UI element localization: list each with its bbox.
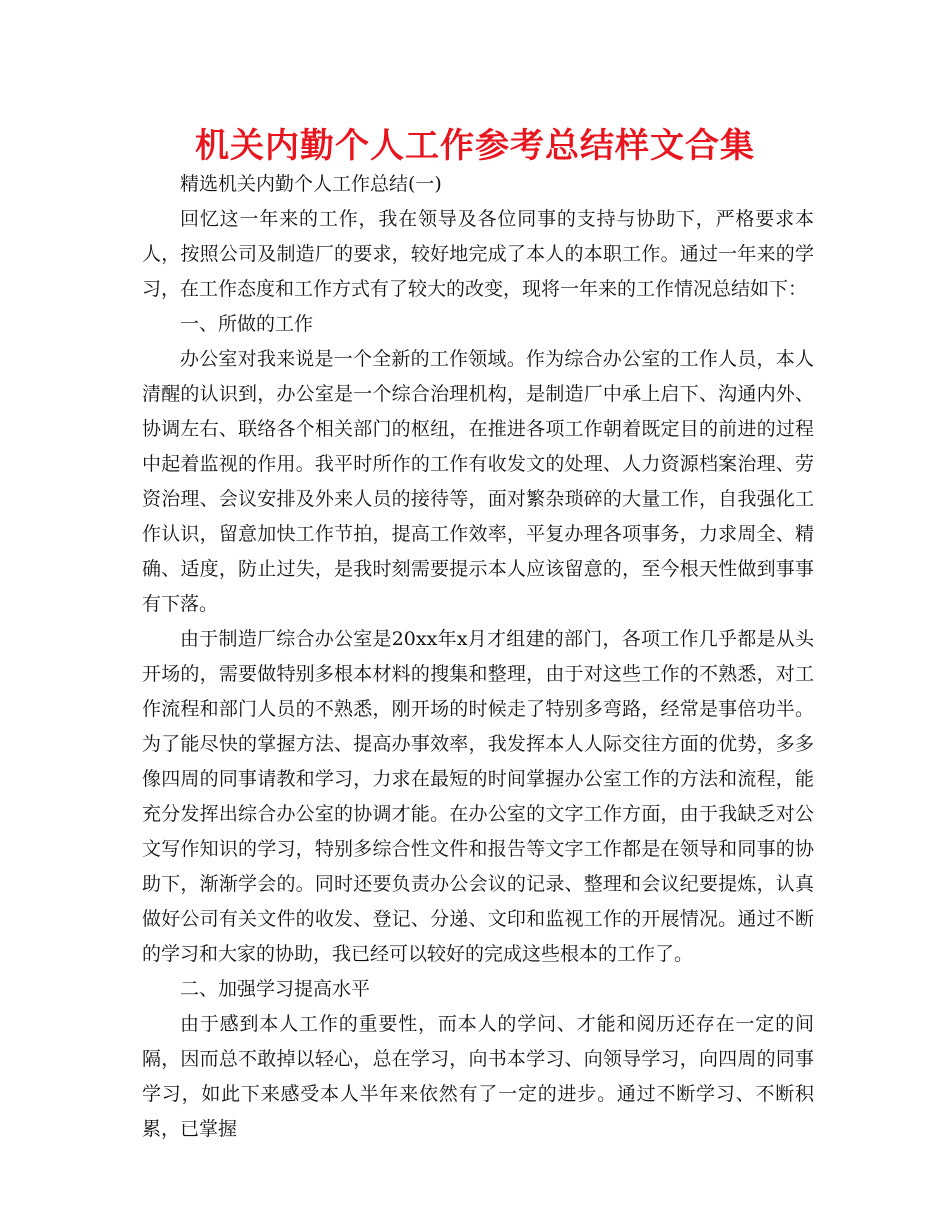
section-heading-summary-one: 精选机关内勤个人工作总结(一) bbox=[180, 173, 442, 195]
document-title: 机关内勤个人工作参考总结样文合集 bbox=[195, 126, 755, 166]
section-heading-work-done: 一、所做的工作 bbox=[180, 313, 314, 335]
paragraph-intro: 回忆这一年来的工作，我在领导及各位同事的支持与协助下，严格要求本人，按照公司及制造厂的要求，较好地完成了本人的本职工作。通过一年来的学习，在工作态度和工作方式有了较大的改变，现将一年来的工作情况总结如下： bbox=[142, 208, 814, 300]
document-body bbox=[142, 167, 814, 1147]
section-heading-study: 二、加强学习提高水平 bbox=[180, 978, 371, 1000]
paragraph-office-setup: 由于制造厂综合办公室是20xx年x月才组建的部门，各项工作几乎都是从头开场的，需要做特别多根本材料的搜集和整理，由于对这些工作的不熟悉，对工作流程和部门人员的不熟悉，刚开场的时候走了特别多弯路，经常是事倍功半。为了能尽快的掌握方法、提高办事效率，我发挥本人人际交往方面的优势，多多像四周的同事请教和学习，力求在最短的时间掌握办公室工作的方法和流程，能充分发挥出综合办公室的协调才能。在办公室的文字工作方面，由于我缺乏对公文写作知识的学习，特别多综合性文件和报告等文字工作都是在领导和同事的协助下，渐渐学会的。同时还要负责办公会议的记录、整理和会议纪要提炼，认真做好公司有关文件的收发、登记、分递、文印和监视工作的开展情况。通过不断的学习和大家的协助，我已经可以较好的完成这些根本的工作了。 bbox=[142, 628, 814, 965]
paragraph-office-work: 办公室对我来说是一个全新的工作领域。作为综合办公室的工作人员，本人清醒的认识到，办公室是一个综合治理机构，是制造厂中承上启下、沟通内外、协调左右、联络各个相关部门的枢纽，在推进各项工作朝着既定目的前进的过程中起着监视的作用。我平时所作的工作有收发文的处理、人力资源档案治理、劳资治理、会议安排及外来人员的接待等，面对繁杂琐碎的大量工作，自我强化工作认识，留意加快工作节拍，提高工作效率，平复办理各项事务，力求周全、精确、适度，防止过失，是我时刻需要提示本人应该留意的，至今根天性做到事事有下落。 bbox=[142, 348, 814, 615]
paragraph-study: 由于感到本人工作的重要性，而本人的学问、才能和阅历还存在一定的间隔，因而总不敢掉以轻心，总在学习，向书本学习、向领导学习，向四周的同事学习，如此下来感受本人半年来依然有了一定的进步。通过不断学习、不断积累，已掌握 bbox=[142, 1013, 814, 1140]
